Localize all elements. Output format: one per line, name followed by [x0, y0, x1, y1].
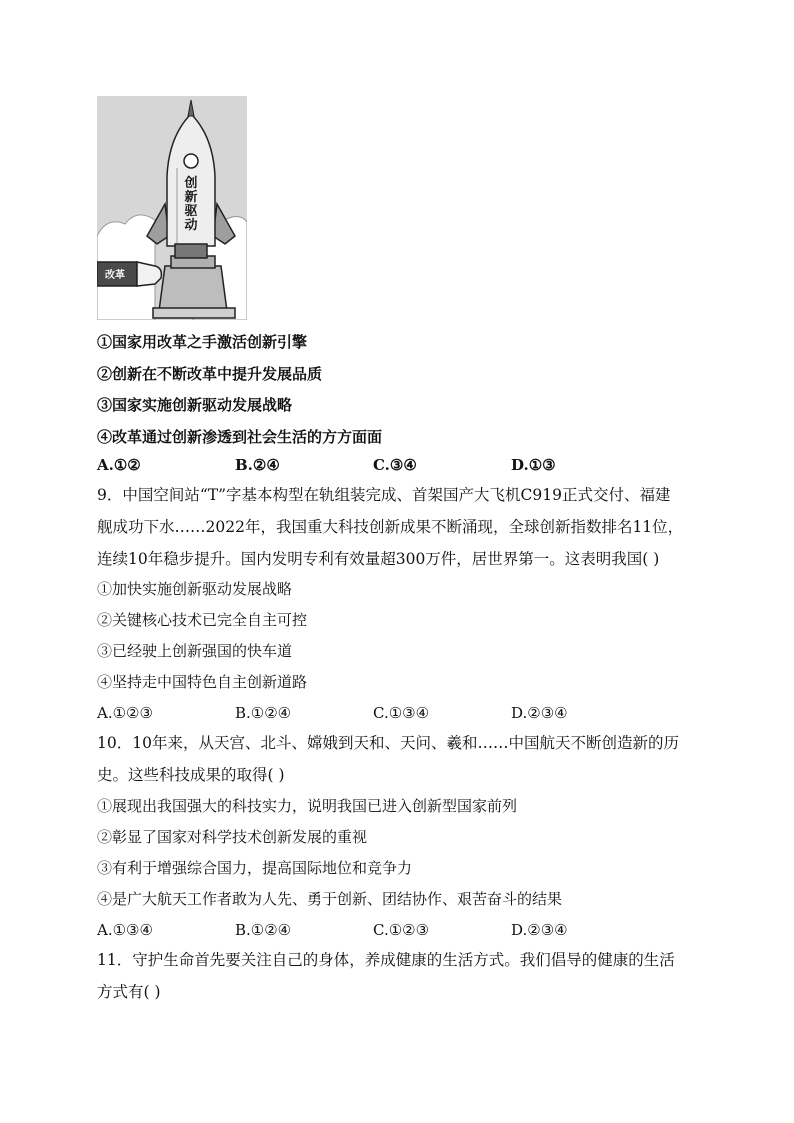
q10-option-a[interactable]: A.①③④ [97, 921, 153, 939]
q9-statement-3: ③已经驶上创新强国的快车道 [97, 642, 293, 660]
rocket-label-char-4: 动 [184, 218, 198, 233]
q9-option-d[interactable]: D.②③④ [511, 704, 568, 722]
q8-option-d[interactable]: D.①③ [511, 456, 556, 474]
q10-option-b[interactable]: B.①②④ [235, 921, 292, 939]
q9-statement-4: ④坚持走中国特色自主创新道路 [97, 673, 308, 691]
q9-statement-2: ②关键核心技术已完全自主可控 [97, 611, 308, 629]
q10-statement-2: ②彰显了国家对科学技术创新发展的重视 [97, 828, 368, 846]
q8-statement-3: ③国家实施创新驱动发展战略 [97, 396, 293, 414]
rocket-illustration [97, 96, 247, 320]
q9-option-a[interactable]: A.①②③ [97, 704, 153, 722]
q8-option-c[interactable]: C.③④ [373, 456, 417, 474]
q8-option-a[interactable]: A.①② [97, 456, 141, 474]
q9-statement-1: ①加快实施创新驱动发展战略 [97, 580, 293, 598]
rocket-label-char-1: 创 [184, 176, 198, 191]
q8-statement-2: ②创新在不断改革中提升发展品质 [97, 365, 323, 383]
q10-option-d[interactable]: D.②③④ [511, 921, 568, 939]
q9-stem-line-2: 舰成功下水……2022年，我国重大科技创新成果不断涌现，全球创新指数排名11位， [97, 518, 684, 536]
q10-options [97, 920, 697, 940]
q8-statement-1: ①国家用改革之手激活创新引擎 [97, 333, 308, 351]
q10-stem-line-1: 10．10年来，从天宫、北斗、嫦娥到天和、天问、羲和……中国航天不断创造新的历 [97, 734, 679, 752]
q10-statement-3: ③有利于增强综合国力，提高国际地位和竞争力 [97, 859, 413, 877]
rocket-label-char-2: 新 [184, 190, 198, 205]
sleeve-label: 改革 [105, 270, 125, 281]
q9-option-b[interactable]: B.①②④ [235, 704, 292, 722]
q11-stem-line-1: 11．守护生命首先要关注自己的身体，养成健康的生活方式。我们倡导的健康的生活 [97, 951, 675, 969]
q9-option-c[interactable]: C.①③④ [373, 704, 430, 722]
q10-stem-line-2: 史。这些科技成果的取得( ) [97, 766, 285, 784]
q10-statement-4: ④是广大航天工作者敢为人先、勇于创新、团结协作、艰苦奋斗的结果 [97, 890, 563, 908]
q9-options [97, 703, 697, 723]
q8-option-b[interactable]: B.②④ [235, 456, 280, 474]
q10-option-c[interactable]: C.①②③ [373, 921, 430, 939]
q11-stem-line-2: 方式有( ) [97, 983, 161, 1001]
q9-stem-line-1: 9．中国空间站“T”字基本构型在轨组装完成、首架国产大飞机C919正式交付、福建 [97, 486, 671, 504]
q8-statement-4: ④改革通过创新渗透到社会生活的方方面面 [97, 428, 383, 446]
rocket-label-char-3: 驱 [184, 204, 198, 219]
q9-stem-line-3: 连续10年稳步提升。国内发明专利有效量超300万件，居世界第一。这表明我国( ) [97, 550, 660, 568]
q8-options [97, 455, 697, 475]
q10-statement-1: ①展现出我国强大的科技实力，说明我国已进入创新型国家前列 [97, 797, 518, 815]
